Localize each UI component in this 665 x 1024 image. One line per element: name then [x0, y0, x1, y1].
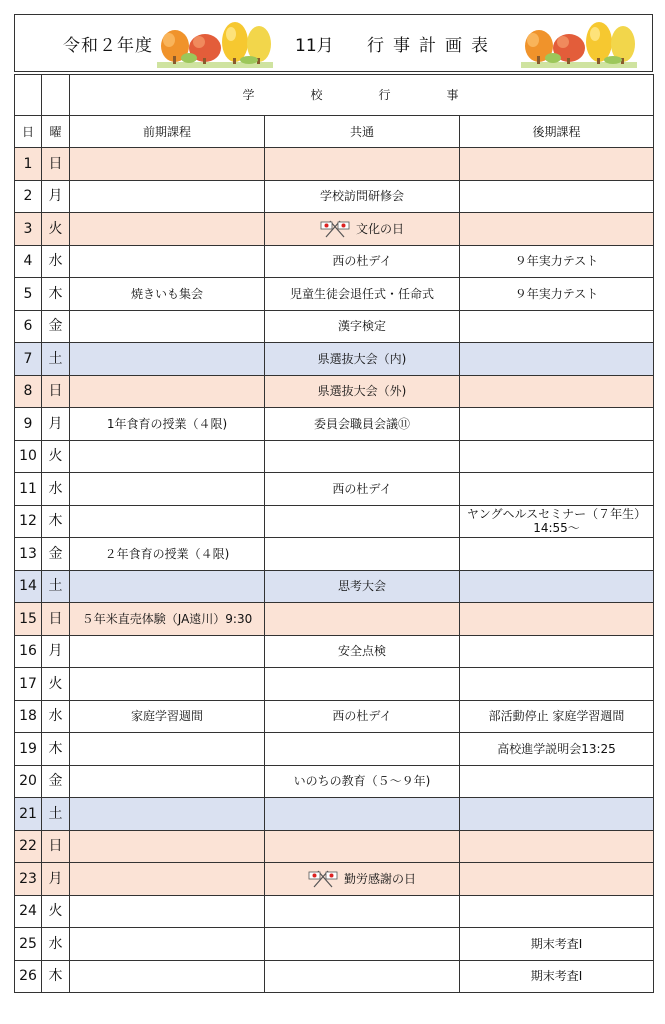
day-number: 8	[15, 375, 42, 408]
common-event: 西の杜デイ	[265, 700, 460, 733]
second-term-event	[460, 603, 654, 636]
day-row	[15, 213, 654, 246]
day-row	[15, 245, 654, 278]
col-header-first-term: 前期課程	[70, 116, 265, 148]
first-term-event	[70, 928, 265, 961]
first-term-event	[70, 635, 265, 668]
second-term-event	[460, 538, 654, 571]
day-row	[15, 830, 654, 863]
common-event: 思考大会	[265, 570, 460, 603]
weekday: 火	[42, 895, 70, 928]
day-number: 2	[15, 180, 42, 213]
first-term-event	[70, 343, 265, 376]
common-event: 西の杜デイ	[265, 473, 460, 506]
weekday: 火	[42, 440, 70, 473]
common-event	[265, 538, 460, 571]
weekday: 水	[42, 473, 70, 506]
second-term-event	[460, 180, 654, 213]
day-number: 17	[15, 668, 42, 701]
weekday: 水	[42, 245, 70, 278]
second-term-event: 高校進学説明会13:25	[460, 733, 654, 766]
crossed-flags-icon	[320, 220, 350, 238]
month-label: 11月	[295, 36, 334, 56]
day-row	[15, 505, 654, 538]
page-title: 行事計画表	[367, 36, 497, 56]
first-term-event	[70, 310, 265, 343]
second-term-event	[460, 213, 654, 246]
day-number: 13	[15, 538, 42, 571]
day-row	[15, 148, 654, 181]
second-term-event	[460, 440, 654, 473]
title-bar	[14, 14, 653, 72]
second-term-event	[460, 668, 654, 701]
weekday: 火	[42, 668, 70, 701]
common-event: いのちの教育（５～９年)	[265, 765, 460, 798]
first-term-event	[70, 148, 265, 181]
day-number: 19	[15, 733, 42, 766]
second-term-event: 期末考査Ⅰ	[460, 960, 654, 993]
first-term-event	[70, 798, 265, 831]
second-term-event: ９年実力テスト	[460, 245, 654, 278]
first-term-event: ５年米直売体験（JA遠川）9:30	[70, 603, 265, 636]
day-number: 14	[15, 570, 42, 603]
day-number: 11	[15, 473, 42, 506]
first-term-event	[70, 505, 265, 538]
day-row	[15, 765, 654, 798]
holiday-label: 文化の日	[355, 221, 404, 236]
header-row-top	[15, 75, 654, 116]
second-term-event	[460, 375, 654, 408]
col-header-common: 共通	[265, 116, 460, 148]
first-term-event	[70, 570, 265, 603]
weekday: 水	[42, 928, 70, 961]
day-number: 23	[15, 863, 42, 896]
weekday: 土	[42, 570, 70, 603]
day-row	[15, 928, 654, 961]
second-term-event	[460, 148, 654, 181]
first-term-event	[70, 733, 265, 766]
day-row	[15, 440, 654, 473]
day-row	[15, 278, 654, 311]
common-event: 委員会職員会議⑪	[265, 408, 460, 441]
common-event: 県選抜大会（外)	[265, 375, 460, 408]
era-year: 令和２年度	[63, 36, 153, 56]
day-row	[15, 473, 654, 506]
first-term-event	[70, 245, 265, 278]
weekday: 木	[42, 960, 70, 993]
day-row	[15, 603, 654, 636]
first-term-event: 1年食育の授業（４限)	[70, 408, 265, 441]
first-term-event	[70, 375, 265, 408]
day-number: 24	[15, 895, 42, 928]
first-term-event	[70, 180, 265, 213]
common-event	[265, 928, 460, 961]
common-event	[265, 148, 460, 181]
common-event	[265, 863, 460, 896]
common-event	[265, 213, 460, 246]
day-row	[15, 700, 654, 733]
common-event: 安全点検	[265, 635, 460, 668]
common-event	[265, 733, 460, 766]
autumn-trees-icon	[155, 18, 275, 70]
weekday: 木	[42, 278, 70, 311]
common-event: 漢字検定	[265, 310, 460, 343]
weekday: 土	[42, 343, 70, 376]
first-term-event	[70, 960, 265, 993]
second-term-event: ９年実力テスト	[460, 278, 654, 311]
common-event	[265, 798, 460, 831]
day-number: 6	[15, 310, 42, 343]
day-row	[15, 863, 654, 896]
first-term-event	[70, 765, 265, 798]
second-term-event	[460, 798, 654, 831]
day-number: 16	[15, 635, 42, 668]
first-term-event	[70, 473, 265, 506]
day-number: 1	[15, 148, 42, 181]
event-schedule-table	[14, 74, 654, 993]
day-number: 26	[15, 960, 42, 993]
second-term-event: 部活動停止 家庭学習週間	[460, 700, 654, 733]
day-number: 15	[15, 603, 42, 636]
weekday: 月	[42, 635, 70, 668]
crossed-flags-icon	[308, 870, 338, 888]
second-term-event	[460, 830, 654, 863]
weekday: 土	[42, 798, 70, 831]
day-number: 5	[15, 278, 42, 311]
first-term-event: ２年食育の授業（４限)	[70, 538, 265, 571]
day-row	[15, 635, 654, 668]
second-term-event	[460, 343, 654, 376]
autumn-trees-icon	[517, 18, 641, 70]
day-number: 18	[15, 700, 42, 733]
day-row	[15, 733, 654, 766]
first-term-event	[70, 830, 265, 863]
first-term-event	[70, 668, 265, 701]
day-number: 20	[15, 765, 42, 798]
day-number: 3	[15, 213, 42, 246]
first-term-event	[70, 440, 265, 473]
day-number: 21	[15, 798, 42, 831]
weekday: 月	[42, 863, 70, 896]
first-term-event	[70, 863, 265, 896]
weekday: 日	[42, 830, 70, 863]
first-term-event	[70, 895, 265, 928]
weekday: 月	[42, 180, 70, 213]
common-event: 西の杜デイ	[265, 245, 460, 278]
common-event	[265, 603, 460, 636]
weekday: 日	[42, 603, 70, 636]
weekday: 金	[42, 538, 70, 571]
second-term-event	[460, 310, 654, 343]
common-event	[265, 505, 460, 538]
second-term-event	[460, 895, 654, 928]
col-header-weekday: 曜	[42, 116, 70, 148]
day-number: 9	[15, 408, 42, 441]
holiday-label: 勤労感謝の日	[343, 871, 416, 886]
day-row	[15, 310, 654, 343]
day-number: 10	[15, 440, 42, 473]
day-row	[15, 375, 654, 408]
second-term-event	[460, 635, 654, 668]
weekday: 水	[42, 700, 70, 733]
col-header-day: 日	[15, 116, 42, 148]
day-number: 22	[15, 830, 42, 863]
second-term-event: ヤングヘルスセミナー（７年生）14:55～	[460, 505, 654, 538]
weekday: 日	[42, 375, 70, 408]
header-blank-cell	[42, 75, 70, 116]
day-row	[15, 408, 654, 441]
common-event	[265, 668, 460, 701]
common-event	[265, 895, 460, 928]
second-term-event: 期末考査Ⅰ	[460, 928, 654, 961]
day-row	[15, 180, 654, 213]
second-term-event	[460, 473, 654, 506]
common-event	[265, 960, 460, 993]
school-events-header: 学 校 行 事	[70, 75, 654, 116]
day-number: 12	[15, 505, 42, 538]
second-term-event	[460, 408, 654, 441]
weekday: 日	[42, 148, 70, 181]
day-number: 7	[15, 343, 42, 376]
col-header-second-term: 後期課程	[460, 116, 654, 148]
weekday: 金	[42, 765, 70, 798]
day-row	[15, 570, 654, 603]
common-event: 学校訪問研修会	[265, 180, 460, 213]
header-row-columns	[15, 116, 654, 148]
first-term-event: 焼きいも集会	[70, 278, 265, 311]
weekday: 金	[42, 310, 70, 343]
first-term-event: 家庭学習週間	[70, 700, 265, 733]
weekday: 月	[42, 408, 70, 441]
day-row	[15, 798, 654, 831]
day-row	[15, 343, 654, 376]
second-term-event	[460, 863, 654, 896]
day-row	[15, 668, 654, 701]
common-event: 県選抜大会（内)	[265, 343, 460, 376]
header-blank-cell	[15, 75, 42, 116]
day-row	[15, 538, 654, 571]
day-number: 4	[15, 245, 42, 278]
day-row	[15, 960, 654, 993]
second-term-event	[460, 765, 654, 798]
day-row	[15, 895, 654, 928]
day-number: 25	[15, 928, 42, 961]
weekday: 火	[42, 213, 70, 246]
common-event	[265, 440, 460, 473]
weekday: 木	[42, 733, 70, 766]
first-term-event	[70, 213, 265, 246]
common-event: 児童生徒会退任式・任命式	[265, 278, 460, 311]
second-term-event	[460, 570, 654, 603]
weekday: 木	[42, 505, 70, 538]
common-event	[265, 830, 460, 863]
